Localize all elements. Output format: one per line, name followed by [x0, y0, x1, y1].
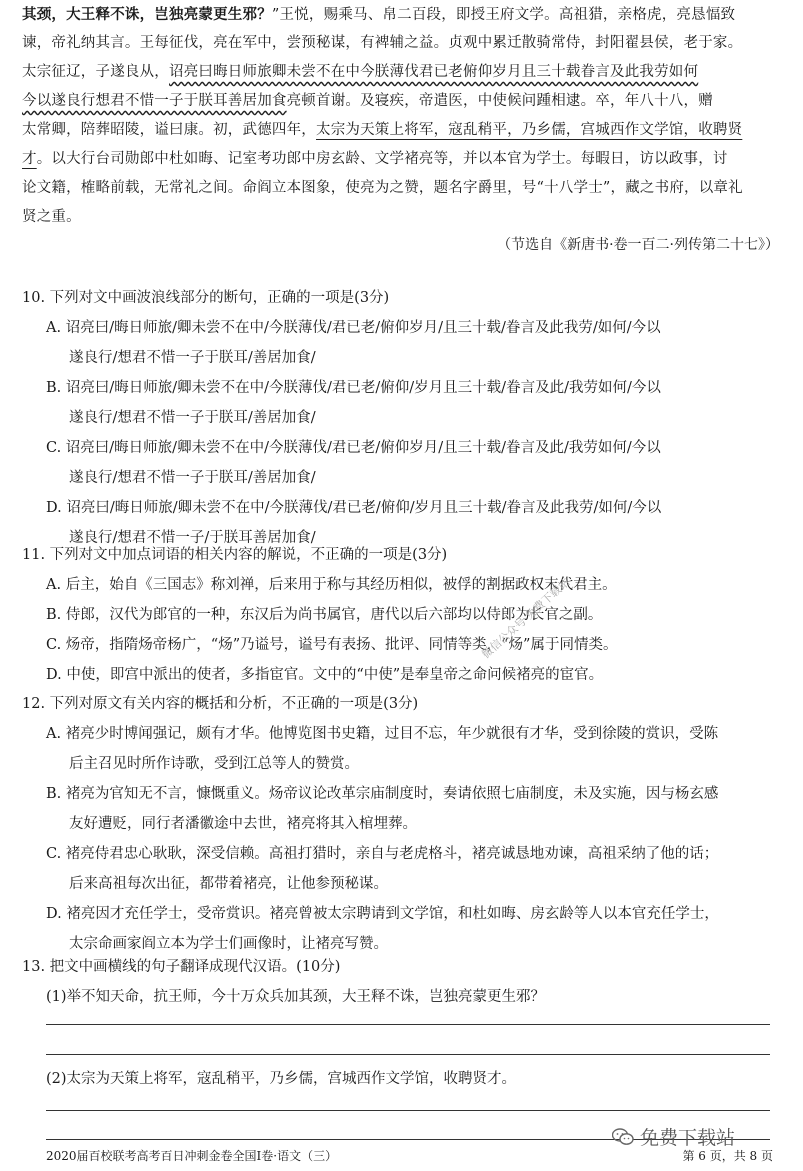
underlined-text: 太宗为天策上将军，寇乱稍平，乃乡儒，宫城西作文学馆，收聘贤: [316, 122, 743, 138]
question-10-stem: 10. 下列对文中画波浪线部分的断句，正确的一项是(3分): [22, 290, 390, 306]
option-line: 遂良行/想君不惜一子于朕耳/善居加食/: [69, 410, 316, 426]
question-11: [22, 540, 782, 690]
footer-exam-title: 2020届百校联考高考百日冲刺金卷全国Ⅰ卷·语文（三）: [46, 1149, 338, 1163]
passage: [22, 0, 780, 232]
option-line: D. 褚亮因才充任学士，受帝赏识。褚亮曾被太宗聘请到文学馆，和杜如晦、房玄龄等人以本官充任学士，: [46, 906, 719, 922]
passage-line: [22, 0, 780, 29]
passage-line: [22, 58, 780, 87]
question-11-stem: 11. 下列对文中加点词语的相关内容的解说，不正确的一项是(3分): [22, 547, 448, 563]
option-line: C. 诏亮曰/晦日师旅/卿未尝不在中/今朕薄伐/君已老/俯仰岁月/且三十载/眷言及此/我劳如何/今以: [46, 440, 661, 456]
option-line: 遂良行/想君不惜一子于朕耳/善居加食/: [69, 350, 316, 366]
answer-line[interactable]: [46, 1024, 770, 1025]
question-11-option-b[interactable]: B. 侍郎，汉代为郎官的一种，东汉后为尚书属官，唐代以后六部均以侍郎为长官之副。: [46, 607, 603, 623]
question-12-option-b[interactable]: [22, 779, 782, 839]
question-10-option-c[interactable]: [22, 433, 782, 493]
passage-line: [22, 29, 780, 58]
passage-text: 亮顿首谢。及寝疾，帝遣医，中使候问踵相逮。卒，年八十八，赠: [286, 93, 713, 109]
passage-text: 贤之重。: [22, 209, 81, 225]
passage-text: 太常卿，陪葬昭陵，谥曰康。初，武德四年，: [22, 122, 316, 138]
option-line: 遂良行/想君不惜一子于朕耳/善居加食/: [69, 470, 316, 486]
question-10-options: [22, 313, 782, 553]
wechat-icon: [612, 1128, 634, 1146]
passage-line: [22, 145, 780, 174]
option-line: 太宗命画家阎立本为学士们画像时，让褚亮写赞。: [69, 936, 388, 952]
passage-text: 论文籍，榷略前载，无常礼之间。命阎立本图象，使亮为之赞，题名字爵里，号“十八学士”，藏之书府，以章礼: [22, 180, 743, 196]
option-line: D. 诏亮曰/晦日师旅/卿未尝不在中/今朕薄伐/君已老/俯仰/岁月且三十载/眷言及此我劳/如何/今以: [46, 500, 662, 516]
question-10-option-a[interactable]: [22, 313, 782, 373]
answer-line[interactable]: [46, 1110, 770, 1111]
option-line: 后来高祖每次出征，都带着褚亮，让他参预秘谋。: [69, 876, 388, 892]
question-13-part-2: [22, 1064, 782, 1094]
question-12-options: [22, 719, 782, 959]
question-12-option-a[interactable]: [22, 719, 782, 779]
passage-text: 。以大行台司勋郎中杜如晦、记室考功郎中房玄龄、文学褚亮等，并以本官为学士。每暇日，访以政事，讨: [36, 151, 728, 167]
option-line: 后主召见时所作诗歌，受到江总等人的赞赏。: [69, 756, 359, 772]
question-12-option-c[interactable]: [22, 839, 782, 899]
wechat-watermark-text: 免费下载站: [640, 1127, 736, 1149]
question-13-stem: 13. 把文中画横线的句子翻译成现代汉语。(10分): [22, 959, 341, 975]
passage-text: ”王悦，赐乘马、帛二百段，即授王府文学。高祖猎，亲格虎，亮恳愊致: [271, 7, 736, 23]
wavy-underlined-text: 今以遂良行想君不惜一子于朕耳善居加食: [22, 93, 287, 109]
question-12: [22, 689, 782, 959]
option-line: A. 褚亮少时博闻强记，颇有才华。他博览图书史籍，过目不忘，年少就很有才华，受到徐陵的赏识，受陈: [46, 726, 719, 742]
passage-text: 谏，帝礼纳其言。王每征伐，亮在军中，尝预秘谋，有裨辅之益。贞观中累迁散骑常侍，封阳翟县侯，老于家。: [22, 35, 743, 51]
question-13-item-2: (2)太宗为天策上将军，寇乱稍平，乃乡儒，宫城西作文学馆，收聘贤才。: [46, 1071, 517, 1087]
passage-line: [22, 174, 780, 203]
question-10-option-b[interactable]: [22, 373, 782, 433]
passage-line: [22, 203, 780, 232]
option-line: B. 褚亮为官知无不言，慷慨重义。炀帝议论改革宗庙制度时，奏请依照七庙制度，未及实施，因与杨玄感: [46, 786, 719, 802]
passage-text: 太宗征辽，子遂良从，: [22, 64, 169, 80]
question-13-item-1: (1)举不知天命，抗王师，今十万众兵加其颈，大王释不诛，岂独亮蒙更生邪？: [46, 989, 546, 1005]
option-line: B. 诏亮曰/晦日师旅/卿未尝不在中/今朕薄伐/君已老/俯仰/岁月且三十载/眷言及此/我劳如何/今以: [46, 380, 661, 396]
question-10: [22, 283, 782, 553]
question-12-option-d[interactable]: [22, 899, 782, 959]
underlined-text: 才: [22, 151, 37, 167]
question-12-stem: 12. 下列对原文有关内容的概括和分析，不正确的一项是(3分): [22, 696, 419, 712]
passage-line: [22, 116, 780, 145]
question-11-option-d[interactable]: D. 中使，即宫中派出的使者，多指宦官。文中的“中使”是奉皇帝之命问候褚亮的宦官。: [46, 667, 604, 683]
question-11-option-c[interactable]: C. 炀帝，指隋炀帝杨广，“炀”乃谥号，谥号有表扬、批评、同情等类，“炀”属于同情类。: [46, 637, 618, 653]
option-line: 友好遭贬，同行者潘徽途中去世，褚亮将其入棺埋葬。: [69, 816, 417, 832]
wavy-underlined-text: 诏亮曰晦日师旅卿未尝不在中今朕薄伐君已老俯仰岁月且三十载眷言及此我劳如何: [169, 64, 699, 80]
question-11-option-a[interactable]: A. 后主，始自《三国志》称刘禅，后来用于称与其经历相似，被俘的割据政权末代君主。: [46, 577, 617, 593]
option-line: C. 褚亮侍君忠心耿耿，深受信赖。高祖打猎时，亲自与老虎格斗，褚亮诚恳地劝谏，高祖采纳了他的话；: [46, 846, 719, 862]
bold-text: 其颈，大王释不诛，岂独亮蒙更生邪？: [22, 6, 272, 23]
option-line: 遂良行/想君不惜一子/于朕耳善居加食/: [69, 530, 316, 546]
diagonal-watermark: 微信公众号 免费下载站: [479, 575, 573, 662]
option-line: A. 诏亮曰/晦日师旅/卿未尝不在中/今朕薄伐/君已老/俯仰岁月/且三十载/眷言及此我劳/如何/今以: [46, 320, 661, 336]
wechat-watermark: [612, 1123, 735, 1150]
footer-page-number: 第 6 页，共 8 页: [682, 1149, 773, 1163]
passage-source: （节选自《新唐书·卷一百二·列传第二十七》）: [497, 237, 779, 253]
answer-line[interactable]: [46, 1054, 770, 1055]
passage-line: [22, 87, 780, 116]
question-13: [22, 952, 782, 1012]
